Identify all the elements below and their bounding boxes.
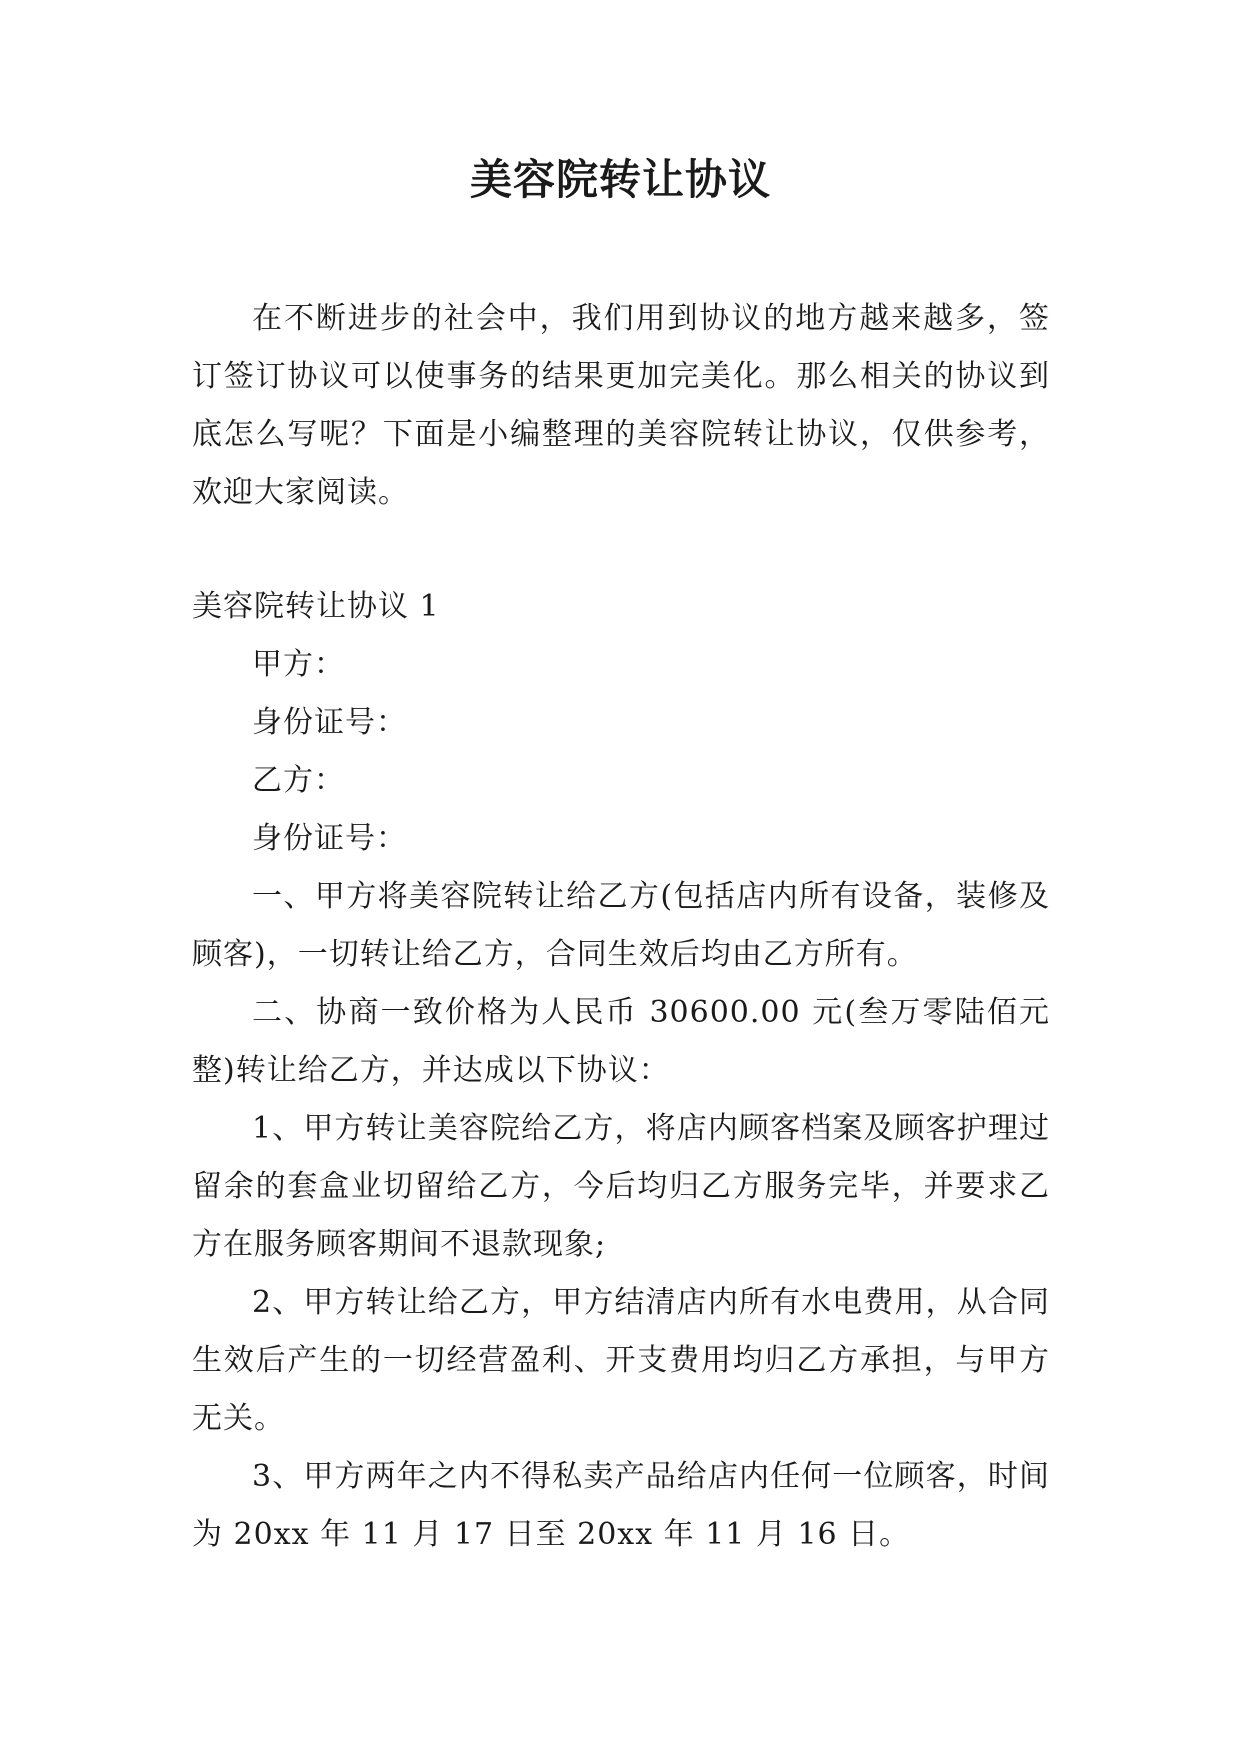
item-1: 1、甲方转让美容院给乙方，将店内顾客档案及顾客护理过留余的套盒业切留给乙方，今后均归乙方服务完毕，并要求乙方在服务顾客期间不退款现象; bbox=[192, 1111, 1050, 1262]
party-a-line: 甲方： bbox=[252, 647, 345, 682]
party-b-line: 乙方： bbox=[252, 763, 345, 798]
item-2: 2、甲方转让给乙方，甲方结清店内所有水电费用，从合同生效后产生的一切经营盈利、开支费用均归乙方承担，与甲方无关。 bbox=[192, 1285, 1050, 1436]
item-3: 3、甲方两年之内不得私卖产品给店内任何一位顾客，时间为 20xx 年 11 月 17 日至 20xx 年 11 月 16 日。 bbox=[192, 1459, 1050, 1552]
party-a-id-line: 身份证号： bbox=[252, 705, 407, 740]
document-title: 美容院转让协议 bbox=[469, 155, 771, 204]
clause-2: 二、协商一致价格为人民币 30600.00 元(叁万零陆佰元整)转让给乙方，并达成以下协议： bbox=[192, 995, 1050, 1088]
agreement-body bbox=[192, 578, 1050, 1564]
section-heading: 美容院转让协议 1 bbox=[192, 589, 440, 624]
party-b-id-line: 身份证号： bbox=[252, 821, 407, 856]
clause-1: 一、甲方将美容院转让给乙方(包括店内所有设备，装修及顾客)，一切转让给乙方，合同生效后均由乙方所有。 bbox=[192, 879, 1050, 972]
intro-paragraph: 在不断进步的社会中，我们用到协议的地方越来越多，签订签订协议可以使事务的结果更加完美化。那么相关的协议到底怎么写呢？下面是小编整理的美容院转让协议，仅供参考，欢迎大家阅读。 bbox=[192, 301, 1050, 510]
intro-block bbox=[192, 290, 1050, 522]
